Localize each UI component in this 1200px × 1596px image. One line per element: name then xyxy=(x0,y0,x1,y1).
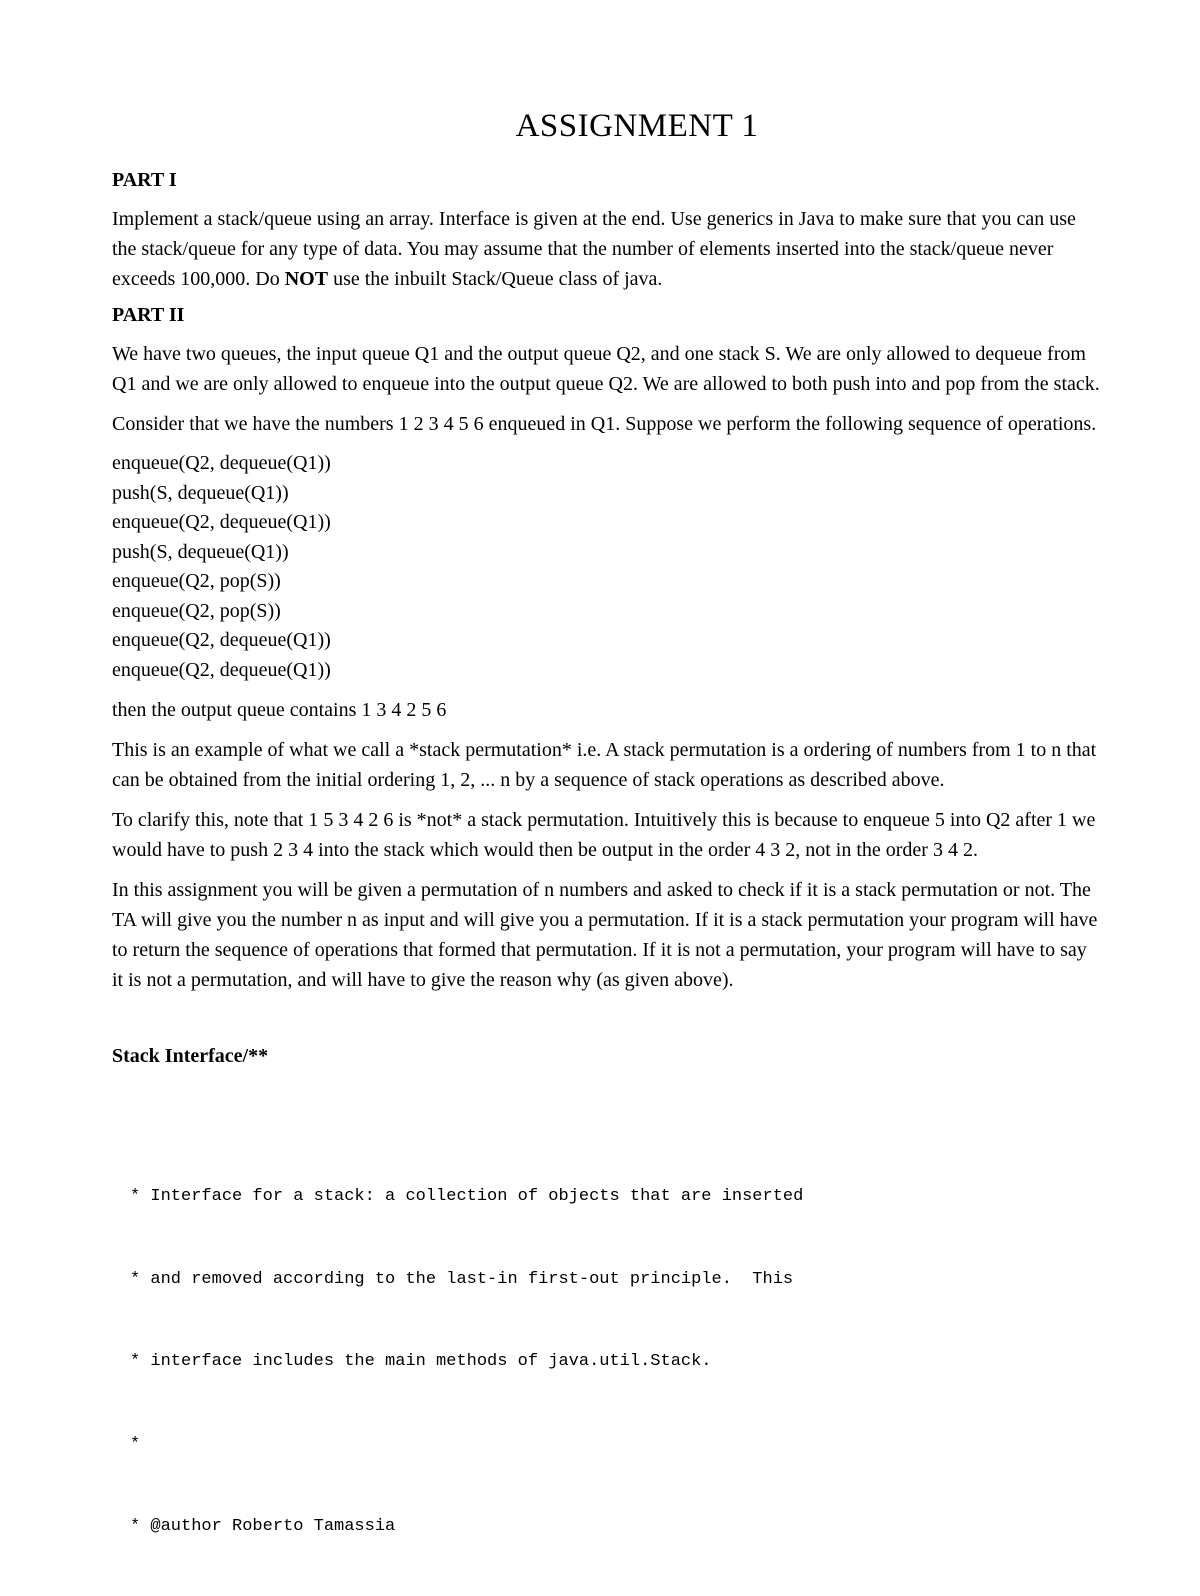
part2-paragraph-3: then the output queue contains 1 3 4 2 5 6 xyxy=(112,699,447,721)
interface-code-block xyxy=(112,1128,1102,1596)
operation-line: enqueue(Q2, dequeue(Q1)) xyxy=(112,658,331,681)
operation-line: push(S, dequeue(Q1)) xyxy=(112,481,289,504)
operation-line: enqueue(Q2, dequeue(Q1)) xyxy=(112,452,331,474)
operation-line: enqueue(Q2, dequeue(Q1)) xyxy=(112,629,331,651)
document-page xyxy=(112,108,1102,1596)
code-line: * xyxy=(130,1434,141,1454)
code-line: * interface includes the main methods of java.util.Stack. xyxy=(130,1352,712,1371)
code-line: * and removed according to the last-in first-out principle. This xyxy=(130,1269,794,1289)
part1-text-end: use the inbuilt Stack/Queue class of java. xyxy=(328,268,663,290)
document-title: ASSIGNMENT 1 xyxy=(515,108,759,144)
operation-line: enqueue(Q2, pop(S)) xyxy=(112,599,281,622)
code-line: * Interface for a stack: a collection of objects that are inserted xyxy=(130,1187,804,1206)
part2-paragraph-5: To clarify this, note that 1 5 3 4 2 6 is *not* a stack permutation. Intuitively this is because to enqueue 5 into Q2 after 1 we would have to push 2 3 4 into the stack which would then be output in the order 4 3 2, not in the order 3 4 2. xyxy=(112,809,1096,861)
operation-line: push(S, dequeue(Q1)) xyxy=(112,540,289,563)
part2-paragraph-4: This is an example of what we call a *stack permutation* i.e. A stack permutation is a ordering of numbers from 1 to n that can be obtained from the initial ordering 1, 2, ... n by a sequence of stack operations as described above. xyxy=(112,739,1097,791)
part1-heading: PART I xyxy=(112,169,177,191)
code-line: * @author Roberto Tamassia xyxy=(130,1517,396,1536)
part2-paragraph-2: Consider that we have the numbers 1 2 3 4 5 6 enqueued in Q1. Suppose we perform the following sequence of operations. xyxy=(112,413,1097,435)
part2-paragraph-1: We have two queues, the input queue Q1 and the output queue Q2, and one stack S. We are only allowed to dequeue from Q1 and we are only allowed to enqueue into the output queue Q2. We are allowed to both push into and pop from the stack. xyxy=(112,343,1100,395)
section-spacer xyxy=(112,1005,1102,1045)
part1-bold-word: NOT xyxy=(284,268,329,290)
part1-text-start: Implement a stack/queue using an array. Interface is given at the end. Use generics in Java to make sure that you can use the stack/queue for any type of data. You may assume that the number of elements inserted into the stack/queue never exceeds 100,000. Do xyxy=(112,208,1076,290)
part2-heading: PART II xyxy=(112,304,185,326)
operation-line: enqueue(Q2, pop(S)) xyxy=(112,570,281,592)
part1-paragraph xyxy=(112,204,1102,294)
operations-list xyxy=(112,449,1102,685)
interface-heading: Stack Interface/** xyxy=(112,1045,269,1067)
part2-paragraph-6: In this assignment you will be given a permutation of n numbers and asked to check if it is a stack permutation or not. The TA will give you the number n as input and will give you a permutation. If it is a stack permutation your program will have to return the sequence of operations that formed that permutation. If it is not a permutation, your program will have to say it is not a permutation, and will have to give the reason why (as given above). xyxy=(112,879,1098,991)
operation-line: enqueue(Q2, dequeue(Q1)) xyxy=(112,511,331,533)
